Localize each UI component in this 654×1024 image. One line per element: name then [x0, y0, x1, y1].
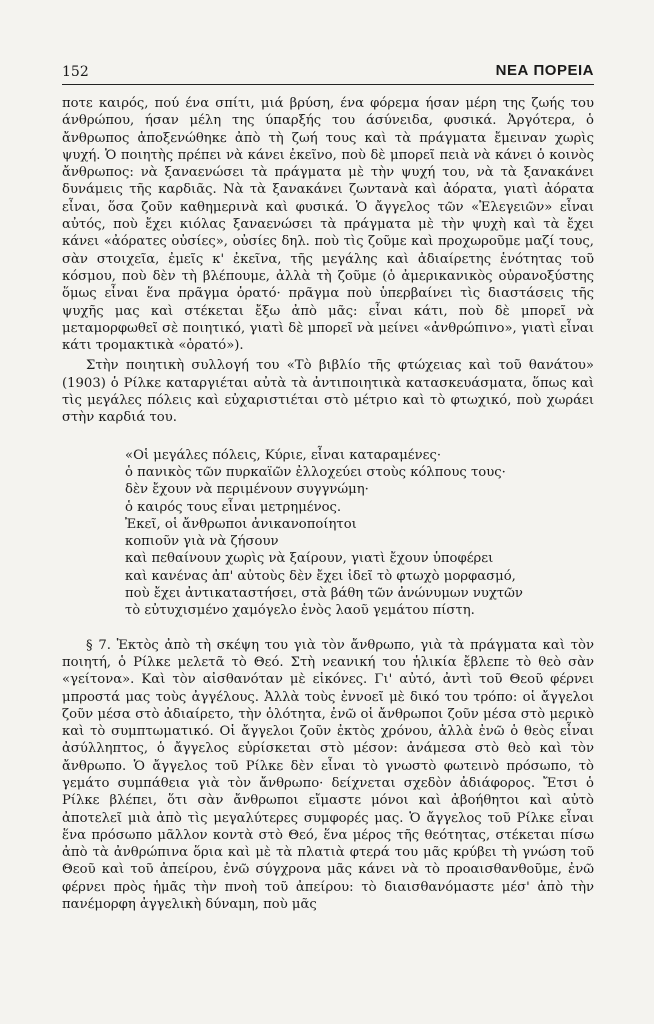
poem-line: ὁ καιρός τους εἶναι μετρημένος. [125, 499, 342, 515]
poem-line: δὲν ἔχουν νὰ περιμένουν συγγνώμη· [125, 482, 369, 498]
body-text [62, 95, 594, 913]
poem-quote [125, 447, 594, 620]
poem-line: κοπιοῦν γιὰ νὰ ζήσουν [125, 534, 279, 550]
paragraph-section-7: § 7. Ἐκτὸς ἀπὸ τὴ σκέψη του γιὰ τὸν ἄνθρωπο, γιὰ τὰ πράγματα καὶ τὸν ποιητή, ὁ Ρίλκε μελετᾶ τὸ Θεό. Στὴ νεανική του ἡλικία ἔβλεπε τὸ θεὸ σὰν «γείτονα». Καὶ τὸν αἰσθανόταν μὲ εἰκόνες. Γι' αὐτό, ἀντὶ τοῦ Θεοῦ φέρνει μπροστά μας τοὺς ἀγγέλους. Ἀλλὰ τοὺς ἐννοεῖ μὲ δικό του τρόπο: οἱ ἄγγελοι ζοῦν μέσα στὸ ἀδιαίρετο, τὴν ὁλότητα, ἐνῶ οἱ ἄνθρωποι ζοῦν μέσα στὸ μερικὸ καὶ τὸ συμπτωματικό. Οἱ ἄγγελοι ζοῦν ἐκτὸς χρόνου, ἀλλὰ ἐνῶ ὁ θεὸς εἶναι ἀσύλληπτος, ὁ ἄγγελος εὑρίσκεται στὸ μέσον: ἀνάμεσα στὸ θεὸ καὶ τὸν ἄνθρωπο. Ὁ ἄγγελος τοῦ Ρίλκε δὲν εἶναι τὸ γνωστὸ φωτεινὸ πρόσωπο, τὸ γεμάτο συμπάθεια γιὰ τὸν ἄνθρωπο· δείχνεται σχεδὸν ἀδιάφορος. Ἔτσι ὁ Ρίλκε βλέπει, ὅτι σὰν ἄνθρωποι εἴμαστε μόνοι καὶ ἀβοήθητοι καὶ αὐτὸ ἀποτελεῖ μιὰ ἀπὸ τὶς μεγαλύτερες συμφορές μας. Ὁ ἄγγελος τοῦ Ρίλκε εἶναι ἕνα πρόσωπο μᾶλλον κοντὰ στὸ Θεό, ἕνα μέρος τῆς θεότητας, στέκεται πίσω ἀπὸ τὰ ἀνθρώπινα ὅρια καὶ μὲ τὰ πλατιὰ φτερά του μᾶς κρύβει τὴ γνώση τοῦ Θεοῦ καὶ τοῦ ἀπείρου, ἐνῶ σύγχρονα μᾶς κάνει νὰ τὸ προαισθανθοῦμε, ἐνῶ φέρνει πρὸς ἡμᾶς τὴν πνοὴ τοῦ ἀπείρου: τὸ διαισθανόμαστε μέσ' ἀπὸ τὴν πανέμορφη ἀγγελικὴ δύναμη, ποὺ μᾶς [62, 637, 594, 913]
page-header [62, 62, 594, 85]
poem-line: καὶ πεθαίνουν χωρὶς νὰ ξαίρουν, γιατὶ ἔχουν ὑποφέρει [125, 551, 494, 567]
page-number: 152 [62, 64, 89, 80]
poem-line: τὸ εὐτυχισμένο χαμόγελο ἑνὸς λαοῦ γεμάτου πίστη. [125, 603, 475, 619]
poem-line: ποὺ ἔχει ἀντικαταστήσει, στὰ βάθη τῶν ἀνώνυμων νυχτῶν [125, 586, 523, 602]
journal-title: ΝΕΑ ΠΟΡΕΙΑ [495, 62, 594, 79]
paragraph-2: Στὴν ποιητικὴ συλλογή του «Τὸ βιβλίο τῆς φτώχειας καὶ τοῦ θανάτου» (1903) ὁ Ρίλκε καταργιέται αὐτὰ τὰ ἀντιποιητικὰ κατασκευάσματα, ὅπως καὶ τὶς μεγάλες πόλεις καὶ εὐχαριστιέται στὸ μέτριο καὶ τὸ φτωχικό, ποὺ χωράει στὴν καρδιά του. [62, 358, 594, 426]
poem-line: Ἐκεῖ, οἱ ἄνθρωποι ἀνικανοποίητοι [125, 516, 357, 532]
poem-line: «Οἱ μεγάλες πόλεις, Κύριε, εἶναι καταραμένες· [125, 447, 442, 463]
poem-line: καὶ κανένας ἀπ' αὐτοὺς δὲν ἔχει ἰδεῖ τὸ φτωχὸ μορφασμό, [125, 568, 516, 584]
paragraph-1: ποτε καιρός, πού ένα σπίτι, μιά βρύση, ένα φόρεμα ήσαν μέρη της ζωής του άνθρώπου, ήσαν μέλη της ύπαρξής του άσύνειδα, φυσικά. Ἀργότερα, ὁ ἄνθρωπος ἀποξενώθηκε ἀπὸ τὴ ζωή τους καὶ τὰ πράγματα ἔμειναν χωρὶς ψυχή. Ὁ ποιητὴς πρέπει νὰ κάνει ἐκεῖνο, ποὺ δὲ μπορεῖ πειὰ νὰ κάνει ὁ κοινὸς ἄνθρωπος: νὰ ξαναενώσει τὰ πράγματα μὲ τὴν ψυχή του, νὰ τὰ ξανακάνει δυνάμεις τῆς καρδιᾶς. Νὰ τὰ ξανακάνει ζωντανὰ καὶ ἀόρατα, γιατὶ ἀόρατα εἶναι, ὅσα ζοῦν καθημερινὰ καὶ φυσικά. Ὁ ἄγγελος τῶν «Ἐλεγειῶν» εἶναι αὐτός, ποὺ ἔχει κιόλας ξαναενώσει τὰ πράγματα μὲ τὴν ψυχὴ καὶ τὰ ἔχει κάνει «ἀόρατες οὐσίες», οὐσίες δηλ. ποὺ τὶς ζοῦμε καὶ προχωροῦμε μαζί τους, σὰν στοιχεῖα, ἐμεῖς κ' ἐκεῖνα, τῆς μεγάλης καὶ ἀδιαίρετης ἑνότητας τοῦ κόσμου, ποὺ δὲν τὴ βλέπουμε, ἀλλὰ τὴ ζοῦμε (ὁ ἀμερικανικὸς οὐρανοξύστης ὅμως εἶναι ἕνα πρᾶγμα ὁρατό· πρᾶγμα ποὺ ὑπερβαίνει τὶς διαστάσεις τῆς ψυχῆς μας καὶ στέκεται ἔξω ἀπὸ μᾶς: εἶναι κάτι, ποὺ δὲ μπορεῖ νὰ μεταμορφωθεῖ σὲ ποιητικό, γιατὶ δὲ μπορεῖ νὰ μείνει «ἀνθρώπινο», γιατὶ εἶναι κάτι τρομακτικὰ «ὁρατό»). [62, 96, 594, 354]
poem-line: ὁ πανικὸς τῶν πυρκαϊῶν ἐλλοχεύει στοὺς κόλπους τους· [125, 464, 506, 480]
